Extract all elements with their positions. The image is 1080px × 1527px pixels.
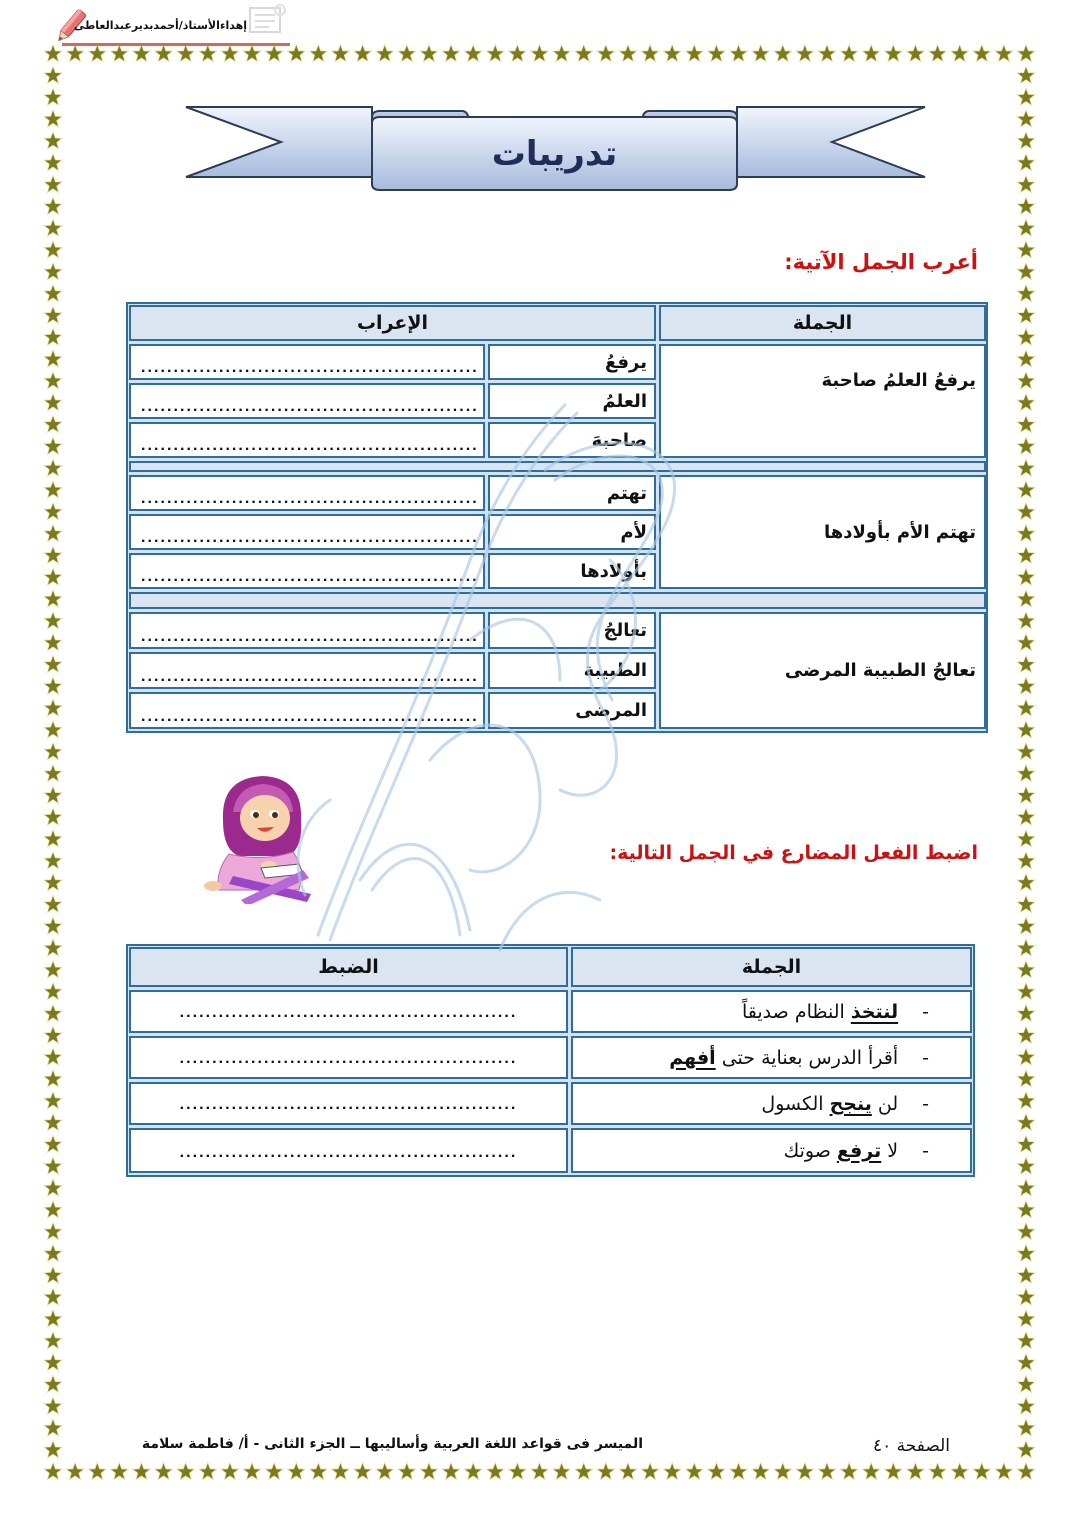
answer-blank: ....................................................: [141, 708, 479, 725]
border-star: [44, 612, 62, 629]
answer-cell: [129, 514, 485, 550]
border-star: [1017, 1266, 1035, 1283]
border-star: [1017, 350, 1035, 367]
border-star: [376, 1463, 394, 1480]
border-star: [730, 1463, 748, 1480]
border-star: [1017, 503, 1035, 520]
word-cell: الطبيبة: [488, 652, 656, 689]
border-star: [951, 1463, 969, 1480]
border-star: [1017, 1441, 1035, 1458]
answer-blank: ....................................................: [141, 398, 479, 415]
dedication-text: إهداءالأستاذ/أحمدبديرعبدالعاطى: [73, 19, 247, 32]
sentence-cell: تهتم الأم بأولادها: [659, 475, 986, 589]
border-star: [508, 1463, 526, 1480]
border-star: [973, 1463, 991, 1480]
border-star: [1017, 132, 1035, 149]
highlighted-verb: أفهم: [669, 1046, 716, 1069]
border-star: [177, 45, 195, 62]
ribbon-left-tail: [186, 107, 372, 177]
border-star: [1017, 1135, 1035, 1152]
word-cell: العلمُ: [488, 383, 656, 419]
sentence-cell: [571, 1036, 972, 1079]
border-star: [243, 45, 261, 62]
border-star: [1017, 939, 1035, 956]
column-header-vowelization: الضبط: [129, 947, 568, 987]
border-star: [66, 45, 84, 62]
answer-blank: ....................................................: [141, 359, 479, 376]
border-star: [1017, 808, 1035, 825]
border-star: [1017, 1004, 1035, 1021]
border-star: [287, 1463, 305, 1480]
border-star: [44, 219, 62, 236]
border-star: [265, 1463, 283, 1480]
border-star: [199, 1463, 217, 1480]
border-star: [464, 1463, 482, 1480]
answer-blank: ....................................................: [141, 668, 479, 685]
border-star: [1017, 66, 1035, 83]
answer-cell: [129, 553, 485, 589]
border-star: [44, 132, 62, 149]
group-separator: [129, 461, 986, 472]
border-star: [110, 45, 128, 62]
border-star: [1017, 721, 1035, 738]
border-star: [486, 45, 504, 62]
border-star: [1017, 917, 1035, 934]
group-separator: [129, 592, 986, 609]
answer-blank: ....................................................: [179, 1004, 518, 1021]
border-star: [265, 45, 283, 62]
border-star: [575, 45, 593, 62]
column-header-sentence: الجملة: [659, 305, 986, 341]
border-star: [44, 306, 62, 323]
border-star: [44, 1419, 62, 1436]
border-star: [44, 1114, 62, 1131]
border-star: [44, 154, 62, 171]
border-star: [44, 241, 62, 258]
border-star: [44, 1288, 62, 1305]
border-star: [1017, 394, 1035, 411]
border-star: [44, 1004, 62, 1021]
border-star: [44, 939, 62, 956]
border-star: [929, 1463, 947, 1480]
border-star: [309, 1463, 327, 1480]
border-star: [597, 1463, 615, 1480]
border-star: [44, 1375, 62, 1392]
border-star: [1017, 874, 1035, 891]
border-star: [619, 45, 637, 62]
border-star: [1017, 524, 1035, 541]
border-star: [1017, 285, 1035, 302]
border-star: [44, 764, 62, 781]
answer-cell: [129, 344, 485, 380]
border-star: [1017, 437, 1035, 454]
border-star: [1017, 1114, 1035, 1131]
border-star: [44, 1332, 62, 1349]
border-star: [1017, 634, 1035, 651]
border-star: [1017, 677, 1035, 694]
border-star: [1017, 328, 1035, 345]
border-star: [906, 1463, 924, 1480]
border-star: [44, 66, 62, 83]
sentence-cell: [571, 990, 972, 1033]
highlighted-verb: لنتخذ: [850, 1000, 899, 1023]
border-star: [774, 45, 792, 62]
sentence-text: [784, 1140, 899, 1162]
border-star: [1017, 1310, 1035, 1327]
border-star: [44, 263, 62, 280]
border-star: [1017, 1463, 1035, 1480]
border-star: [44, 1201, 62, 1218]
exercise2-instruction: اضبط الفعل المضارع في الجمل التالية:: [609, 842, 978, 864]
column-header-sentence: الجملة: [571, 947, 972, 987]
border-star: [44, 1397, 62, 1414]
border-star: [1017, 1048, 1035, 1065]
border-star: [575, 1463, 593, 1480]
border-star: [44, 1463, 62, 1480]
border-star: [442, 1463, 460, 1480]
border-star: [398, 45, 416, 62]
border-star: [44, 88, 62, 105]
highlighted-verb: ترفع: [836, 1139, 882, 1162]
border-star: [774, 1463, 792, 1480]
border-star: [44, 285, 62, 302]
border-star: [730, 45, 748, 62]
border-star: [44, 634, 62, 651]
border-star: [1017, 45, 1035, 62]
border-star: [44, 983, 62, 1000]
word-cell: بأولادها: [488, 553, 656, 589]
border-star: [1017, 1070, 1035, 1087]
answer-cell: [129, 990, 568, 1033]
border-star: [221, 1463, 239, 1480]
border-star: [597, 45, 615, 62]
border-star: [663, 1463, 681, 1480]
border-star: [44, 917, 62, 934]
border-star: [44, 328, 62, 345]
border-star: [1017, 612, 1035, 629]
word-cell: يرفعُ: [488, 344, 656, 380]
border-star: [420, 1463, 438, 1480]
sentence-text: [669, 1047, 898, 1069]
border-star: [331, 1463, 349, 1480]
border-star: [1017, 699, 1035, 716]
border-star: [44, 1310, 62, 1327]
border-star: [796, 45, 814, 62]
border-star: [464, 45, 482, 62]
border-star: [553, 45, 571, 62]
border-star: [685, 1463, 703, 1480]
border-star: [951, 45, 969, 62]
border-star: [66, 1463, 84, 1480]
answer-blank: ....................................................: [179, 1096, 518, 1113]
border-star: [44, 1266, 62, 1283]
border-star: [1017, 1092, 1035, 1109]
answer-cell: [129, 1082, 568, 1125]
border-star: [1017, 219, 1035, 236]
border-star: [442, 45, 460, 62]
border-star: [1017, 1419, 1035, 1436]
border-star: [44, 503, 62, 520]
border-star: [44, 808, 62, 825]
border-star: [1017, 154, 1035, 171]
border-star: [1017, 1201, 1035, 1218]
border-star: [663, 45, 681, 62]
answer-blank: ....................................................: [141, 490, 479, 507]
border-star: [707, 1463, 725, 1480]
border-star: [995, 45, 1013, 62]
answer-blank: ....................................................: [141, 628, 479, 645]
border-star: [862, 45, 880, 62]
border-star: [508, 45, 526, 62]
border-star: [44, 895, 62, 912]
border-star: [44, 1135, 62, 1152]
border-star: [752, 1463, 770, 1480]
border-star: [44, 721, 62, 738]
border-star: [44, 874, 62, 891]
border-star: [531, 45, 549, 62]
border-star: [44, 655, 62, 672]
border-star: [995, 1463, 1013, 1480]
border-star: [132, 1463, 150, 1480]
border-star: [44, 415, 62, 432]
border-star: [707, 45, 725, 62]
border-star: [1017, 764, 1035, 781]
bullet: -: [922, 1092, 929, 1115]
answer-cell: [129, 692, 485, 729]
footer-book-title: الميسر فى قواعد اللغة العربية وأساليبها ــ الجزء الثانى - أ/ فاطمة سلامة: [141, 1436, 643, 1452]
sentence-text: [761, 1093, 898, 1115]
bullet: -: [922, 1139, 929, 1162]
border-star: [44, 961, 62, 978]
answer-cell: [129, 383, 485, 419]
sentence-cell: تعالجُ الطبيبة المرضى: [659, 612, 986, 729]
border-star: [155, 1463, 173, 1480]
answer-blank: ....................................................: [179, 1144, 518, 1161]
border-star: [752, 45, 770, 62]
girl-reading-illustration: [203, 772, 318, 904]
border-star: [818, 1463, 836, 1480]
border-star: [1017, 568, 1035, 585]
border-star: [44, 524, 62, 541]
border-star: [818, 45, 836, 62]
border-star: [641, 45, 659, 62]
column-header-parsing: الإعراب: [129, 305, 656, 341]
page-title: تدريبات: [491, 133, 618, 174]
answer-cell: [129, 1128, 568, 1173]
border-star: [44, 1179, 62, 1196]
border-star: [221, 45, 239, 62]
border-star: [44, 546, 62, 563]
border-star: [840, 1463, 858, 1480]
border-star: [44, 1353, 62, 1370]
answer-blank: ....................................................: [141, 529, 479, 546]
border-star: [354, 45, 372, 62]
border-star: [1017, 372, 1035, 389]
border-star: [1017, 197, 1035, 214]
border-star: [1017, 1332, 1035, 1349]
border-star: [884, 45, 902, 62]
border-star: [177, 1463, 195, 1480]
border-star: [1017, 415, 1035, 432]
border-star: [44, 1070, 62, 1087]
border-star: [44, 590, 62, 607]
border-star: [1017, 1353, 1035, 1370]
answer-cell: [129, 422, 485, 458]
word-cell: صاحبهَ: [488, 422, 656, 458]
answer-cell: [129, 475, 485, 511]
border-star: [44, 1223, 62, 1240]
border-star: [1017, 1179, 1035, 1196]
sentence-part: لن: [871, 1092, 899, 1115]
border-star: [531, 1463, 549, 1480]
border-star: [1017, 306, 1035, 323]
word-cell: المرضى: [488, 692, 656, 729]
word-cell: لأم: [488, 514, 656, 550]
border-star: [110, 1463, 128, 1480]
border-star: [1017, 1397, 1035, 1414]
answer-blank: ....................................................: [141, 568, 479, 585]
border-star: [398, 1463, 416, 1480]
border-star: [1017, 481, 1035, 498]
border-star: [1017, 263, 1035, 280]
border-star: [44, 568, 62, 585]
border-star: [1017, 590, 1035, 607]
border-star: [44, 459, 62, 476]
border-star: [1017, 546, 1035, 563]
border-star: [1017, 1375, 1035, 1392]
border-star: [309, 45, 327, 62]
border-star: [44, 1157, 62, 1174]
border-star: [331, 45, 349, 62]
border-star: [354, 1463, 372, 1480]
border-star: [1017, 895, 1035, 912]
border-star: [1017, 241, 1035, 258]
border-star: [44, 481, 62, 498]
answer-cell: [129, 612, 485, 649]
border-star: [1017, 1157, 1035, 1174]
border-star: [44, 1441, 62, 1458]
border-star: [1017, 1026, 1035, 1043]
border-star: [1017, 961, 1035, 978]
border-star: [44, 743, 62, 760]
border-star: [44, 677, 62, 694]
word-cell: تهتم: [488, 475, 656, 511]
sentence-cell: يرفعُ العلمُ صاحبهَ: [659, 344, 986, 458]
border-star: [88, 45, 106, 62]
highlighted-verb: ينجح: [829, 1092, 872, 1115]
ribbon-right-tail: [737, 107, 925, 177]
answer-blank: ....................................................: [141, 437, 479, 454]
border-star: [1017, 786, 1035, 803]
answer-blank: ....................................................: [179, 1050, 518, 1067]
border-star: [44, 1026, 62, 1043]
answer-cell: [129, 652, 485, 689]
border-star: [155, 45, 173, 62]
border-star: [553, 1463, 571, 1480]
border-star: [88, 1463, 106, 1480]
border-star: [1017, 1288, 1035, 1305]
border-star: [44, 175, 62, 192]
border-star: [486, 1463, 504, 1480]
border-star: [199, 45, 217, 62]
border-star: [1017, 1223, 1035, 1240]
border-star: [376, 45, 394, 62]
border-star: [929, 45, 947, 62]
sentence-part: النظام صديقاً: [741, 1000, 851, 1023]
border-star: [796, 1463, 814, 1480]
border-star: [44, 830, 62, 847]
page-number: الصفحة ٤٠: [872, 1436, 950, 1456]
border-star: [1017, 459, 1035, 476]
border-star: [1017, 983, 1035, 1000]
border-star: [1017, 175, 1035, 192]
border-star: [906, 45, 924, 62]
bullet: -: [922, 1046, 929, 1069]
border-star: [619, 1463, 637, 1480]
answer-cell: [129, 1036, 568, 1079]
border-star: [973, 45, 991, 62]
sentence-cell: [571, 1128, 972, 1173]
sentence-part: الكسول: [761, 1092, 830, 1115]
border-star: [44, 437, 62, 454]
header-underline: [62, 43, 290, 46]
border-star: [243, 1463, 261, 1480]
border-star: [884, 1463, 902, 1480]
word-cell: تعالجُ: [488, 612, 656, 649]
border-star: [1017, 110, 1035, 127]
border-star: [44, 197, 62, 214]
border-star: [44, 350, 62, 367]
sentence-part: لا: [881, 1139, 899, 1162]
border-star: [1017, 743, 1035, 760]
border-star: [420, 45, 438, 62]
bullet: -: [922, 1000, 929, 1023]
border-star: [44, 786, 62, 803]
border-star: [862, 1463, 880, 1480]
border-star: [44, 1092, 62, 1109]
border-star: [641, 1463, 659, 1480]
border-star: [1017, 852, 1035, 869]
border-star: [132, 45, 150, 62]
border-star: [1017, 1244, 1035, 1261]
border-star: [685, 45, 703, 62]
border-star: [1017, 830, 1035, 847]
sentence-part: صوتك: [783, 1139, 837, 1162]
border-star: [44, 110, 62, 127]
border-star: [44, 394, 62, 411]
exercise1-instruction: أعرب الجمل الآتية:: [784, 250, 978, 274]
border-star: [44, 699, 62, 716]
border-star: [44, 45, 62, 62]
border-star: [44, 1048, 62, 1065]
sentence-cell: [571, 1082, 972, 1125]
border-star: [840, 45, 858, 62]
border-star: [1017, 88, 1035, 105]
border-star: [44, 1244, 62, 1261]
sentence-text: [742, 1001, 898, 1023]
border-star: [44, 372, 62, 389]
border-star: [1017, 655, 1035, 672]
sentence-part: أقرأ الدرس بعناية حتى: [715, 1046, 899, 1069]
border-star: [44, 852, 62, 869]
border-star: [287, 45, 305, 62]
